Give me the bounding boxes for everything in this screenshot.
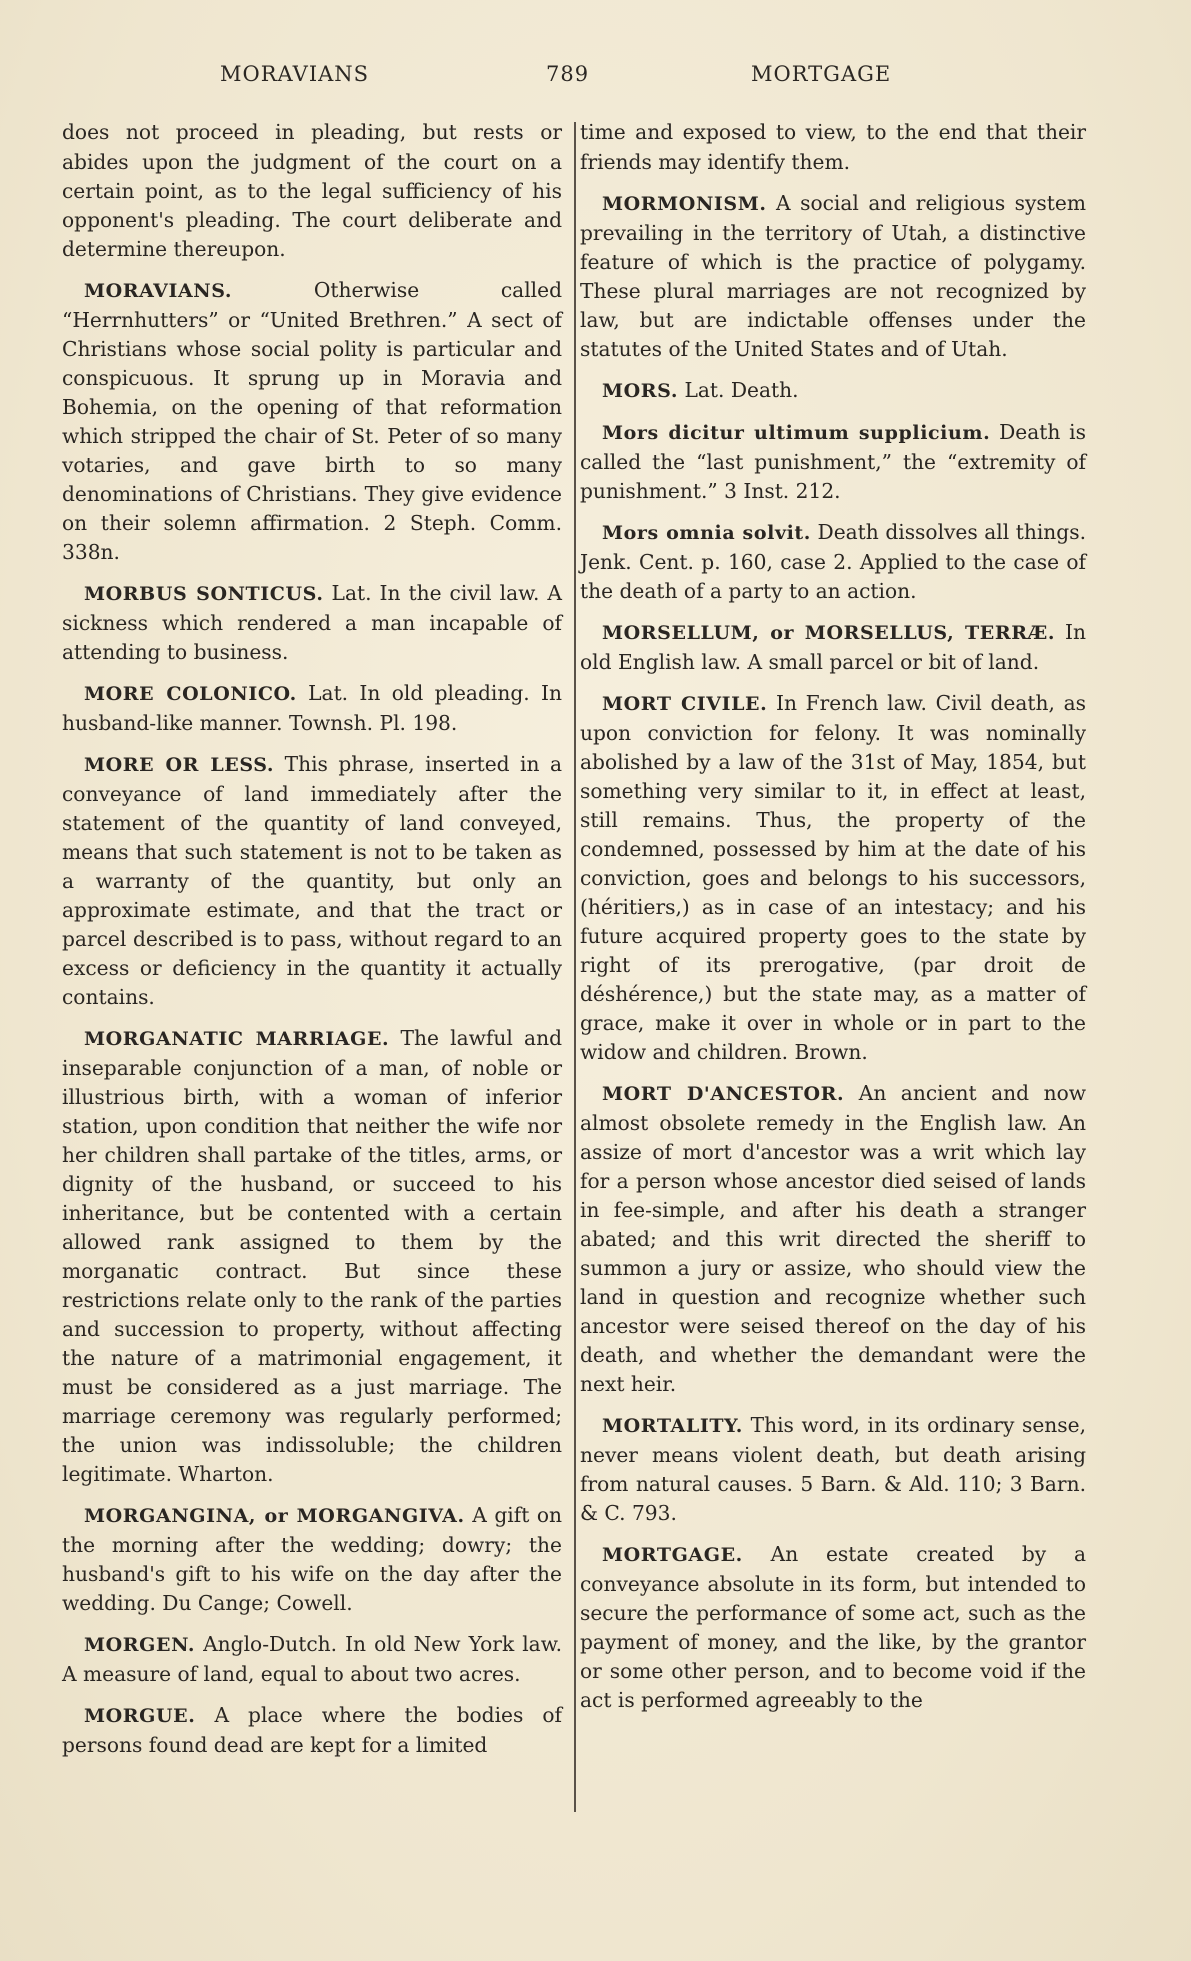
entry-text: does not proceed in pleading, but rests or abides upon the judgment of the court on a certain point, as to the legal sufficiency of his opponent's pleading. The court deliberate and determine thereupon. (62, 120, 562, 261)
entry-headword: MORT D'ANCESTOR. (602, 1083, 845, 1105)
entry-text: Lat. In old pleading. In husband-like manner. Townsh. Pl. 198. (62, 681, 562, 735)
entry-text: A place where the bodies of persons found dead are kept for a limited (62, 1703, 562, 1757)
entry-text: This word, in its ordinary sense, never means violent death, but death arising from natural causes. 5 Barn. & Ald. 110; 3 Barn. & C. 793. (580, 1413, 1086, 1525)
entry-headword: Mors dicitur ultimum supplicium. (602, 422, 991, 444)
entry-text: In French law. Civil death, as upon conviction for felony. It was nominally abolished by a law of the 31st of May, 1854, but something very similar to it, in effect at least, still remains. Thus, the property of the condemned, possessed by him at the date of his conviction, goes and belongs to his successors, (héritiers,) as in case of an intestacy; and his future acquired property goes to the state by right of its prerogative, (par droit de déshérence,) but the state may, as a matter of grace, make it over in whole or in part to the widow and children. Brown. (580, 691, 1086, 1064)
entry-headword: MORBUS SONTICUS. (84, 583, 324, 605)
entry (62, 118, 562, 264)
page-number: 789 (546, 62, 590, 86)
entry (580, 518, 1086, 606)
entry-text: Lat. In the civil law. A sickness which rendered a man incapable of attending to business. (62, 581, 563, 664)
entry-text: A social and religious system prevailing in the territory of Utah, a distinctive feature of which is the practice of polygamy. These plural marriages are not recognized by law, but are indictable offenses under the statutes of the United States and of Utah. (580, 191, 1086, 361)
entry-text: The lawful and inseparable conjunction of a man, of noble or illustrious birth, with a woman of inferior station, upon condition that neither the wife nor her children shall partake of the titles, arms, or dignity of the husband, or succeed to his inheritance, but be contented with a certain allowed rank assigned to them by the morganatic contract. But since these restrictions relate only to the rank of the parties and succession to property, without affecting the nature of a matrimonial engagement, it must be considered as a just marriage. The marriage ceremony was regularly performed; the union was indissoluble; the children legitimate. Wharton. (62, 1026, 562, 1486)
entry-headword: MORGANATIC MARRIAGE. (84, 1028, 390, 1050)
running-head-right: MORTGAGE (751, 62, 892, 86)
entry-headword: MORMONISM. (602, 193, 767, 215)
entry-headword: MORT CIVILE. (602, 693, 768, 715)
entry (580, 118, 1086, 177)
entry (580, 418, 1086, 506)
entry-text: Death is called the “last punishment,” the “extremity of punishment.” 3 Inst. 212. (580, 420, 1086, 503)
entry (580, 1411, 1086, 1528)
left-column (62, 118, 562, 1772)
entry-text: This phrase, inserted in a conveyance of land immediately after the statement of the quantity of land conveyed, means that such statement is not to be taken as a warranty of the quantity, but only an approximate estimate, and that the tract or parcel described is to pass, without regard to an excess or deficiency in the quantity it actually contains. (62, 752, 563, 1009)
entry-headword: MORGANGINA, or MORGANGIVA. (84, 1505, 465, 1527)
entry-headword: MORAVIANS. (84, 280, 233, 302)
entry-headword: MORTALITY. (602, 1415, 743, 1437)
entry-text: An ancient and now almost obsolete remedy in the English law. An assize of mort d'ancestor was a writ which lay for a person whose ancestor died seised of lands in fee-simple, and after his death a stranger abated; and this writ directed the sheriff to summon a jury or assize, who should view the land in question and recognize whether such ancestor were seised thereof on the day of his death, and whether the demandant were the next heir. (580, 1081, 1086, 1396)
entry (580, 618, 1086, 677)
entry-headword: MORGEN. (84, 1634, 196, 1656)
entry (62, 1701, 562, 1760)
entry (62, 1024, 562, 1489)
entry (62, 276, 562, 567)
entry-text: Anglo-Dutch. In old New York law. A measure of land, equal to about two acres. (62, 1632, 562, 1686)
entry-headword: MORE COLONICO. (84, 683, 297, 705)
entry-headword: MORS. (602, 380, 679, 402)
column-divider (574, 122, 576, 1812)
entry (62, 750, 562, 1012)
right-column (580, 118, 1086, 1727)
entry-text: time and exposed to view, to the end that their friends may identify them. (580, 120, 1086, 174)
running-head-left: MORAVIANS (220, 62, 370, 86)
entry-headword: MORE OR LESS. (84, 754, 275, 776)
entry (62, 579, 562, 667)
entry (580, 376, 1086, 406)
entry (62, 1630, 562, 1689)
entry-text: An estate created by a conveyance absolute in its form, but intended to secure the performance of some act, such as the payment of money, and the like, by the grantor or some other person, and to become void if the act is performed agreeably to the (580, 1542, 1086, 1712)
entry (580, 1079, 1086, 1399)
entry (62, 679, 562, 738)
entry (580, 189, 1086, 364)
entry-text: In old English law. A small parcel or bit of land. (580, 620, 1086, 674)
entry-headword: MORSELLUM, or MORSELLUS, TERRÆ. (602, 622, 1056, 644)
entry (580, 689, 1086, 1067)
entry-text: Death dissolves all things. Jenk. Cent. p. 160, case 2. Applied to the case of the death of a party to an action. (580, 520, 1086, 603)
entry-headword: Mors omnia solvit. (602, 522, 811, 544)
entry (580, 1540, 1086, 1715)
entry-text: A gift on the morning after the wedding; dowry; the husband's gift to his wife on the day after the wedding. Du Cange; Cowell. (62, 1503, 562, 1615)
entry-text: Otherwise called “Herrnhutters” or “United Brethren.” A sect of Christians whose social polity is particular and conspicuous. It sprung up in Moravia and Bohemia, on the opening of that reformation which stripped the chair of St. Peter of so many votaries, and gave birth to so many denominations of Christians. They give evidence on their solemn affirmation. 2 Steph. Comm. 338n. (62, 278, 562, 564)
entry-text: Lat. Death. (678, 378, 799, 402)
running-head (0, 62, 1191, 98)
entry (62, 1501, 562, 1618)
entry-headword: MORGUE. (84, 1705, 196, 1727)
entry-headword: MORTGAGE. (602, 1544, 743, 1566)
